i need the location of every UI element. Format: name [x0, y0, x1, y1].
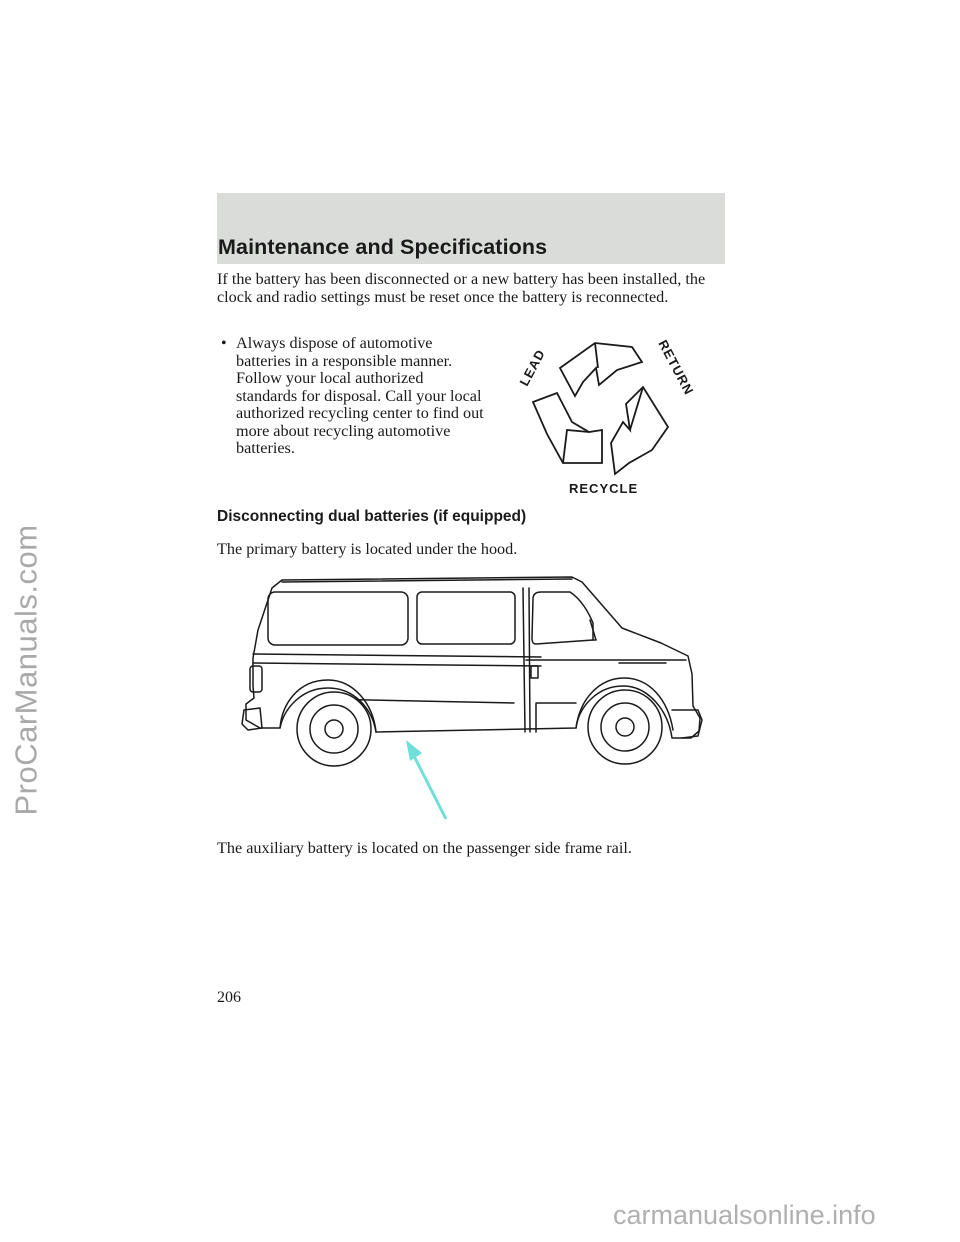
side-window [417, 592, 515, 644]
side-watermark [2, 480, 52, 860]
section-title: Maintenance and Specifications [218, 235, 548, 259]
door-handle [531, 666, 538, 678]
recycle-label-return: RETURN [655, 337, 697, 398]
footer-watermark: carmanualsonline.info [613, 1200, 876, 1230]
bullet-mark: • [221, 335, 227, 352]
recycle-logo [505, 330, 705, 500]
disposal-bullet: Always dispose of automotive batteries in a responsible manner. Follow your local authorized standards for disposal. Call your local authorized recycling center to find out more about recycling automotive batteries. [236, 334, 484, 457]
recycle-label-recycle: RECYCLE [569, 481, 639, 496]
van-illustration [236, 568, 711, 824]
primary-battery-text: The primary battery is located under the hood. [217, 540, 518, 558]
intro-paragraph: If the battery has been disconnected or a new battery has been installed, the clock and radio settings must be reset once the battery is reconnected. [217, 270, 706, 306]
recycle-label-lead: LEAD [516, 346, 549, 389]
side-watermark-text: ProCarManuals.com [9, 524, 45, 816]
dual-batteries-heading: Disconnecting dual batteries (if equipped) [217, 508, 527, 525]
auxiliary-battery-text: The auxiliary battery is located on the passenger side frame rail. [217, 839, 632, 857]
recycle-arrow-top [560, 343, 642, 396]
tail-light [250, 666, 262, 692]
page-number: 206 [217, 989, 241, 1006]
recycle-arrow-left [533, 393, 602, 463]
rear-window [268, 592, 408, 645]
battery-pointer-arrow [414, 756, 446, 819]
door-window [532, 592, 593, 644]
